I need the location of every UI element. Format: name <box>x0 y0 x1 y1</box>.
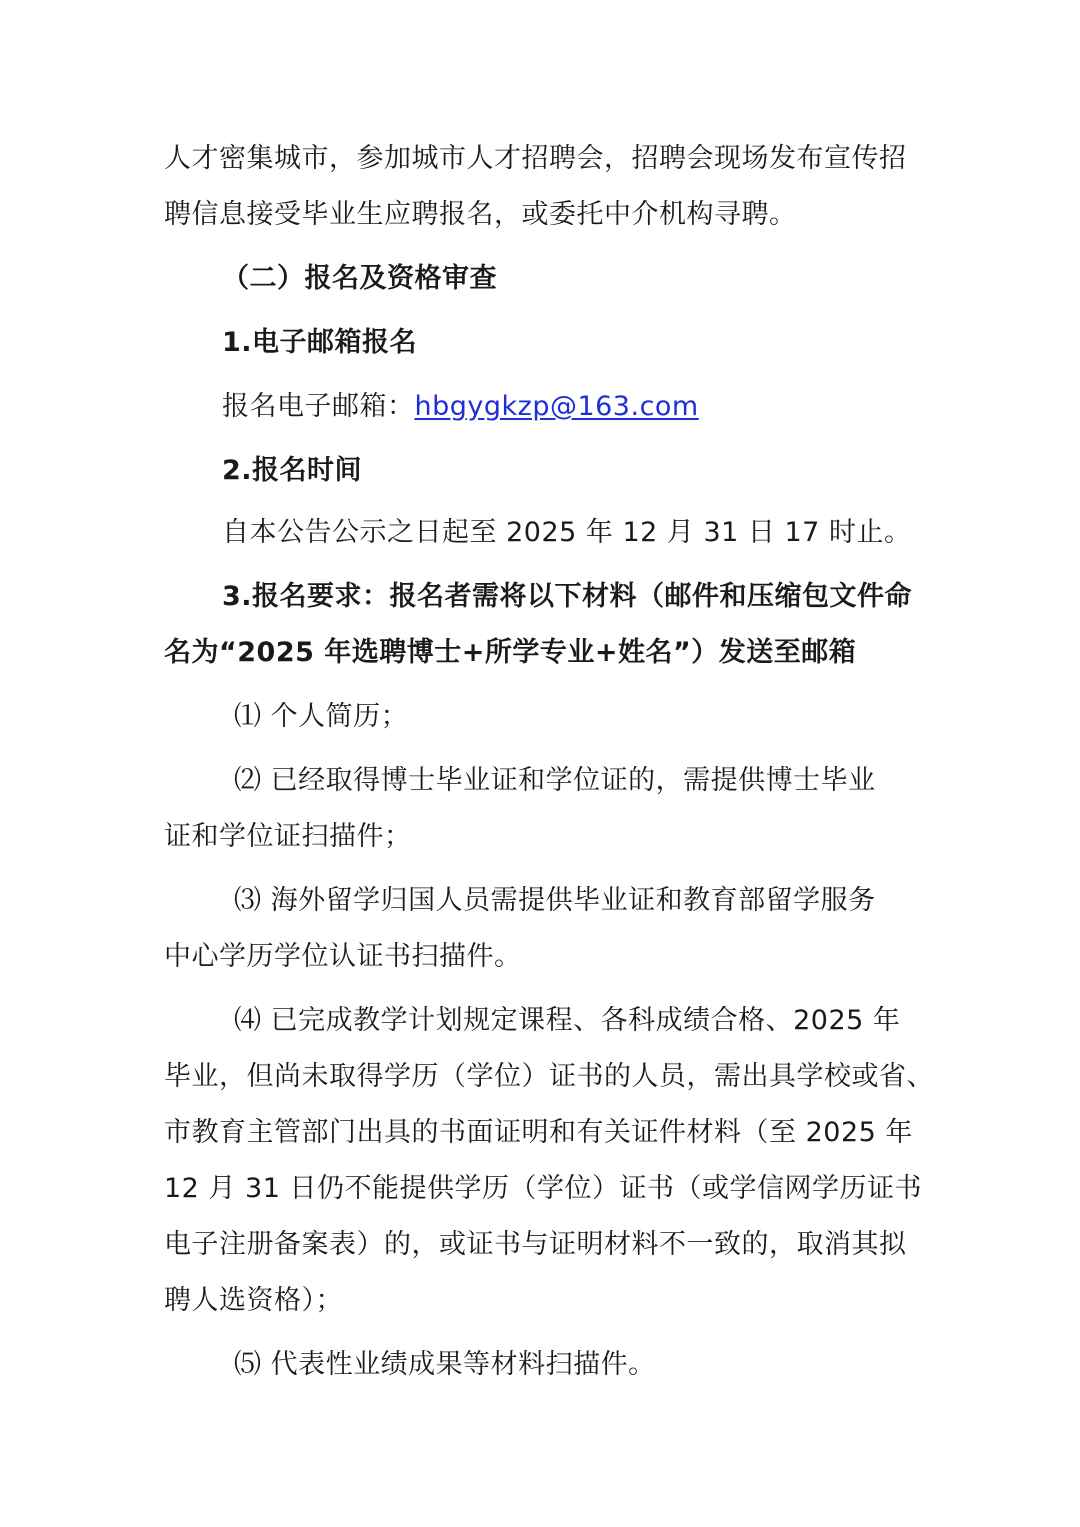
requirement-4-cont: 市教育主管部门出具的书面证明和有关证件材料（至 2025 年 <box>164 1117 913 1148</box>
requirement-2-cont: 证和学位证扫描件； <box>164 821 412 852</box>
requirement-4-cont: 12 月 31 日仍不能提供学历（学位）证书（或学信网学历证书 <box>164 1173 922 1204</box>
email-label: 报名电子邮箱： <box>222 391 415 422</box>
requirement-4: ⑷ 已完成教学计划规定课程、各科成绩合格、2025 年 <box>234 1005 901 1036</box>
requirement-2: ⑵ 已经取得博士毕业证和学位证的，需提供博士毕业 <box>234 765 876 796</box>
item-heading-signup-time: 2.报名时间 <box>222 455 363 486</box>
email-line <box>222 390 699 424</box>
requirement-5: ⑸ 代表性业绩成果等材料扫描件。 <box>234 1349 656 1380</box>
requirement-1: ⑴ 个人简历； <box>234 701 409 732</box>
requirements-line: 名为“2025 年选聘博士+所学专业+姓名”）发送至邮箱 <box>164 637 857 668</box>
requirement-3: ⑶ 海外留学归国人员需提供毕业证和教育部留学服务 <box>234 885 876 916</box>
requirement-3-cont: 中心学历学位认证书扫描件。 <box>164 941 522 972</box>
paragraph-line: 人才密集城市，参加城市人才招聘会，招聘会现场发布宣传招 <box>164 143 907 174</box>
paragraph-line: 聘信息接受毕业生应聘报名，或委托中介机构寻聘。 <box>164 199 797 230</box>
item-heading-requirements: 3.报名要求：报名者需将以下材料（邮件和压缩包文件命 <box>222 581 913 612</box>
signup-time-text: 自本公告公示之日起至 2025 年 12 月 31 日 17 时止。 <box>222 517 912 548</box>
email-link[interactable]: hbgygkzp@163.com <box>414 391 699 422</box>
requirement-4-cont: 电子注册备案表）的，或证书与证明材料不一致的，取消其拟 <box>164 1229 907 1260</box>
section-heading: （二）报名及资格审查 <box>222 263 497 294</box>
requirement-4-cont: 毕业，但尚未取得学历（学位）证书的人员，需出具学校或省、 <box>164 1061 934 1092</box>
requirement-4-cont: 聘人选资格）； <box>164 1285 343 1316</box>
item-heading-email-signup: 1.电子邮箱报名 <box>222 327 418 358</box>
